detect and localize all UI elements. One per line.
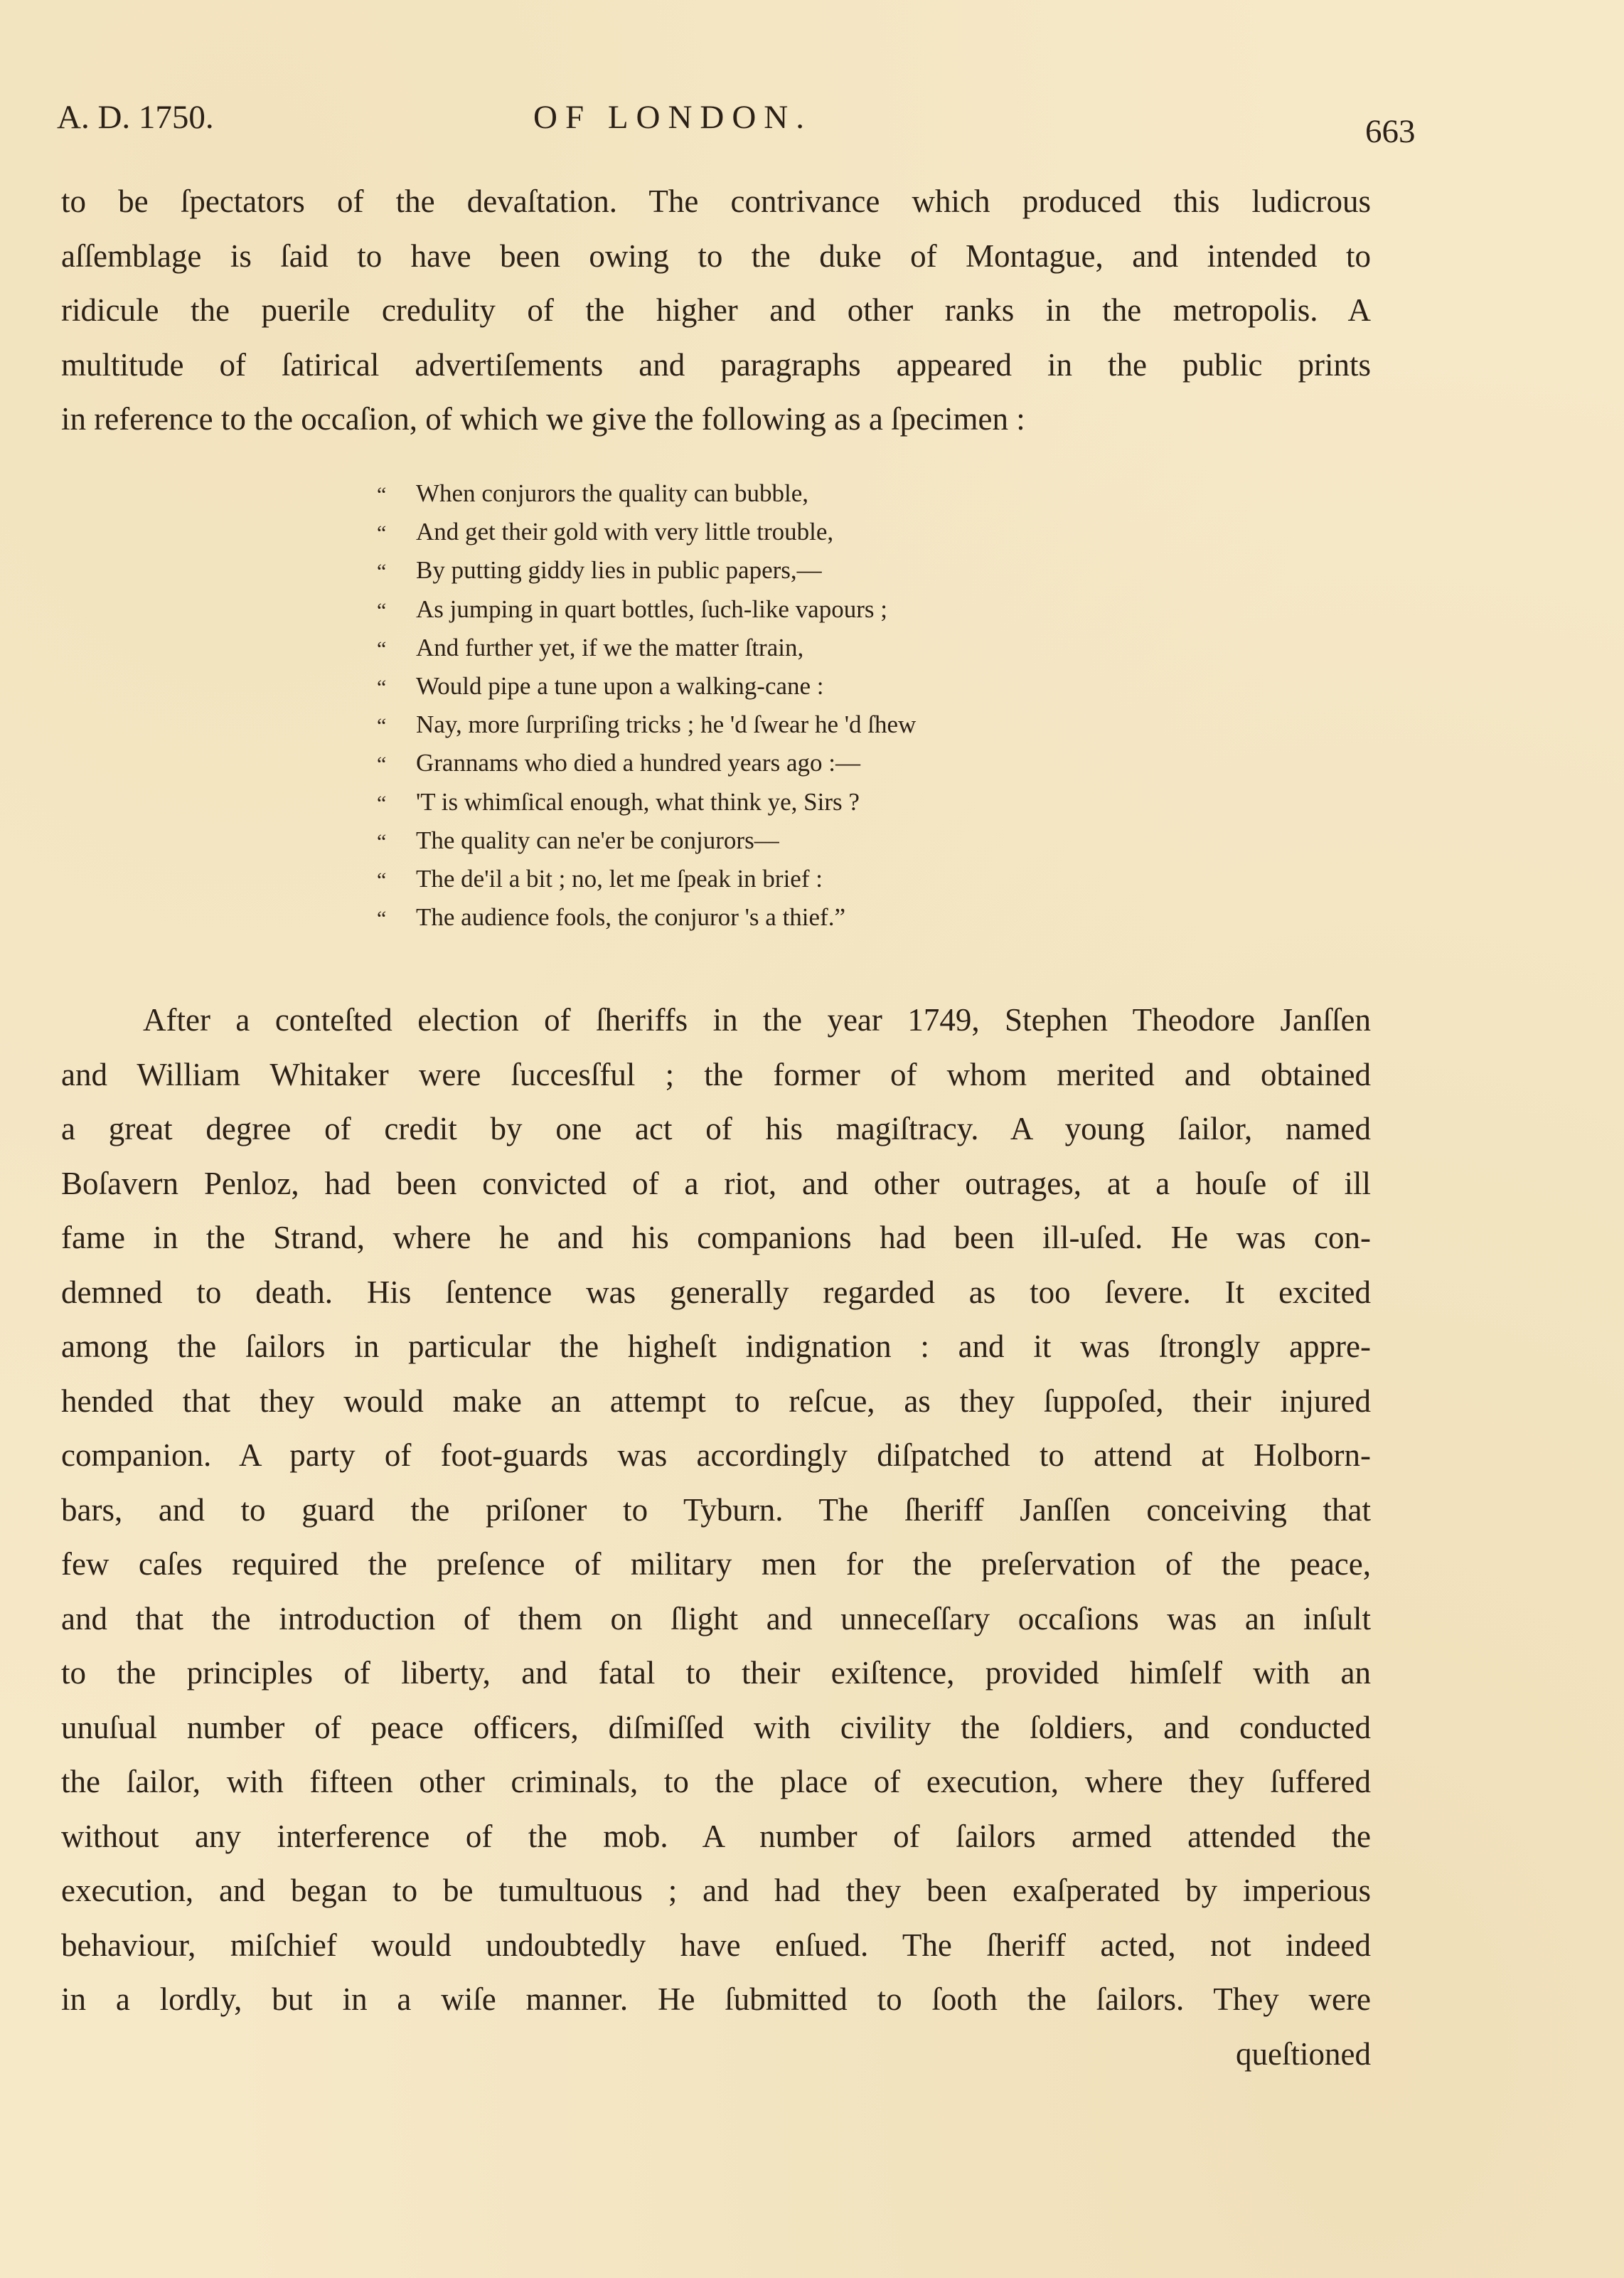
text-line: a great degree of credit by one act of his magiſtracy. A young ſailor, named	[61, 1111, 1371, 1146]
verse-line: “ The audience fools, the conjuror 's a thief.”	[377, 898, 1159, 937]
text-line: to be ſpectators of the devaſtation. The contrivance which produced this ludicrous	[61, 183, 1371, 219]
verse-line: “ 'T is whimſical enough, what think ye, Sirs ?	[377, 783, 1159, 821]
header-title: OF LONDON.	[533, 99, 812, 136]
text-line: ridicule the puerile credulity of the higher and other ranks in the metropolis. A	[61, 292, 1371, 328]
text-line: unuſual number of peace officers, diſmiſſed with civility the ſoldiers, and conducted	[61, 1709, 1371, 1745]
quote-mark: “	[377, 907, 387, 931]
quote-mark: “	[377, 791, 387, 815]
verse-line: “ And further yet, if we the matter ſtrain,	[377, 629, 1159, 667]
text-line: and William Whitaker were ſuccesſful ; the former of whom merited and obtained	[61, 1056, 1371, 1092]
text-line: few caſes required the preſence of military men for the preſervation of the peace,	[61, 1546, 1371, 1582]
verse-line: “ The quality can ne'er be conjurors—	[377, 821, 1159, 860]
text-line: fame in the Strand, where he and his companions had been ill-uſed. He was con-	[61, 1220, 1371, 1255]
verse-line: “ Nay, more ſurpriſing tricks ; he 'd ſwear he 'd ſhew	[377, 706, 1159, 744]
verse-line: “ Would pipe a tune upon a walking-cane :	[377, 667, 1159, 706]
verse-line: “ The de'il a bit ; no, let me ſpeak in brief :	[377, 860, 1159, 898]
text-line: the ſailor, with fifteen other criminals, to the place of execution, where they ſuffered	[61, 1764, 1371, 1799]
text-line: multitude of ſatirical advertiſements and paragraphs appeared in the public prints	[61, 346, 1371, 383]
quote-mark: “	[377, 598, 387, 622]
text-line: aſſemblage is ſaid to have been owing to the duke of Montague, and intended to	[61, 238, 1371, 274]
text-line: companion. A party of foot-guards was accordingly diſpatched to attend at Holborn-	[61, 1437, 1371, 1473]
text-line: Boſavern Penloz, had been convicted of a riot, and other outrages, at a houſe of ill	[61, 1165, 1371, 1201]
text-line: without any interference of the mob. A number of ſailors armed attended the	[61, 1818, 1371, 1854]
header-year: A. D. 1750.	[57, 99, 214, 136]
text-line: in reference to the occaſion, of which we give the following as a ſpecimen :	[61, 401, 1025, 437]
page-number: 663	[1365, 113, 1416, 150]
text-line: After a conteſted election of ſheriffs in the year 1749, Stephen Theodore Janſſen	[143, 1002, 1371, 1038]
verse-line: “ And get their gold with very little trouble,	[377, 513, 1159, 551]
quote-mark: “	[377, 868, 387, 892]
text-line: hended that they would make an attempt to reſcue, as they ſuppoſed, their injured	[61, 1383, 1371, 1419]
text-line: behaviour, miſchief would undoubtedly have enſued. The ſheriff acted, not indeed	[61, 1927, 1371, 1963]
paragraph-sheriff-election	[61, 993, 1371, 2081]
text-line: bars, and to guard the priſoner to Tyburn. The ſheriff Janſſen conceiving that	[61, 1491, 1371, 1528]
text-line: demned to death. His ſentence was generally regarded as too ſevere. It excited	[61, 1274, 1371, 1310]
verse-specimen	[377, 474, 1159, 937]
quote-mark: “	[377, 714, 387, 738]
text-line: and that the introduction of them on ſlight and unneceſſary occaſions was an inſult	[61, 1600, 1371, 1636]
verse-line: “ As jumping in quart bottles, ſuch-like vapours ;	[377, 590, 1159, 629]
quote-mark: “	[377, 675, 387, 699]
quote-mark: “	[377, 829, 387, 853]
quote-mark: “	[377, 752, 387, 777]
text-line: to the principles of liberty, and fatal to their exiſtence, provided himſelf with an	[61, 1655, 1371, 1691]
quote-mark: “	[377, 637, 387, 661]
quote-mark: “	[377, 521, 387, 545]
paragraph-intro	[61, 174, 1371, 447]
quote-mark: “	[377, 560, 387, 584]
text-line: among the ſailors in particular the higheſt indignation : and it was ſtrongly appre-	[61, 1329, 1371, 1364]
verse-line: “ When conjurors the quality can bubble,	[377, 474, 1159, 513]
verse-line: “ By putting giddy lies in public papers,—	[377, 551, 1159, 590]
text-line: in a lordly, but in a wiſe manner. He ſubmitted to ſooth the ſailors. They were	[61, 1981, 1371, 2017]
running-head	[57, 98, 1443, 148]
text-line: execution, and began to be tumultuous ; and had they been exaſperated by imperious	[61, 1873, 1371, 1908]
verse-line: “ Grannams who died a hundred years ago :—	[377, 744, 1159, 782]
quote-mark: “	[377, 483, 387, 506]
catchword: queſtioned	[1236, 2035, 1371, 2072]
